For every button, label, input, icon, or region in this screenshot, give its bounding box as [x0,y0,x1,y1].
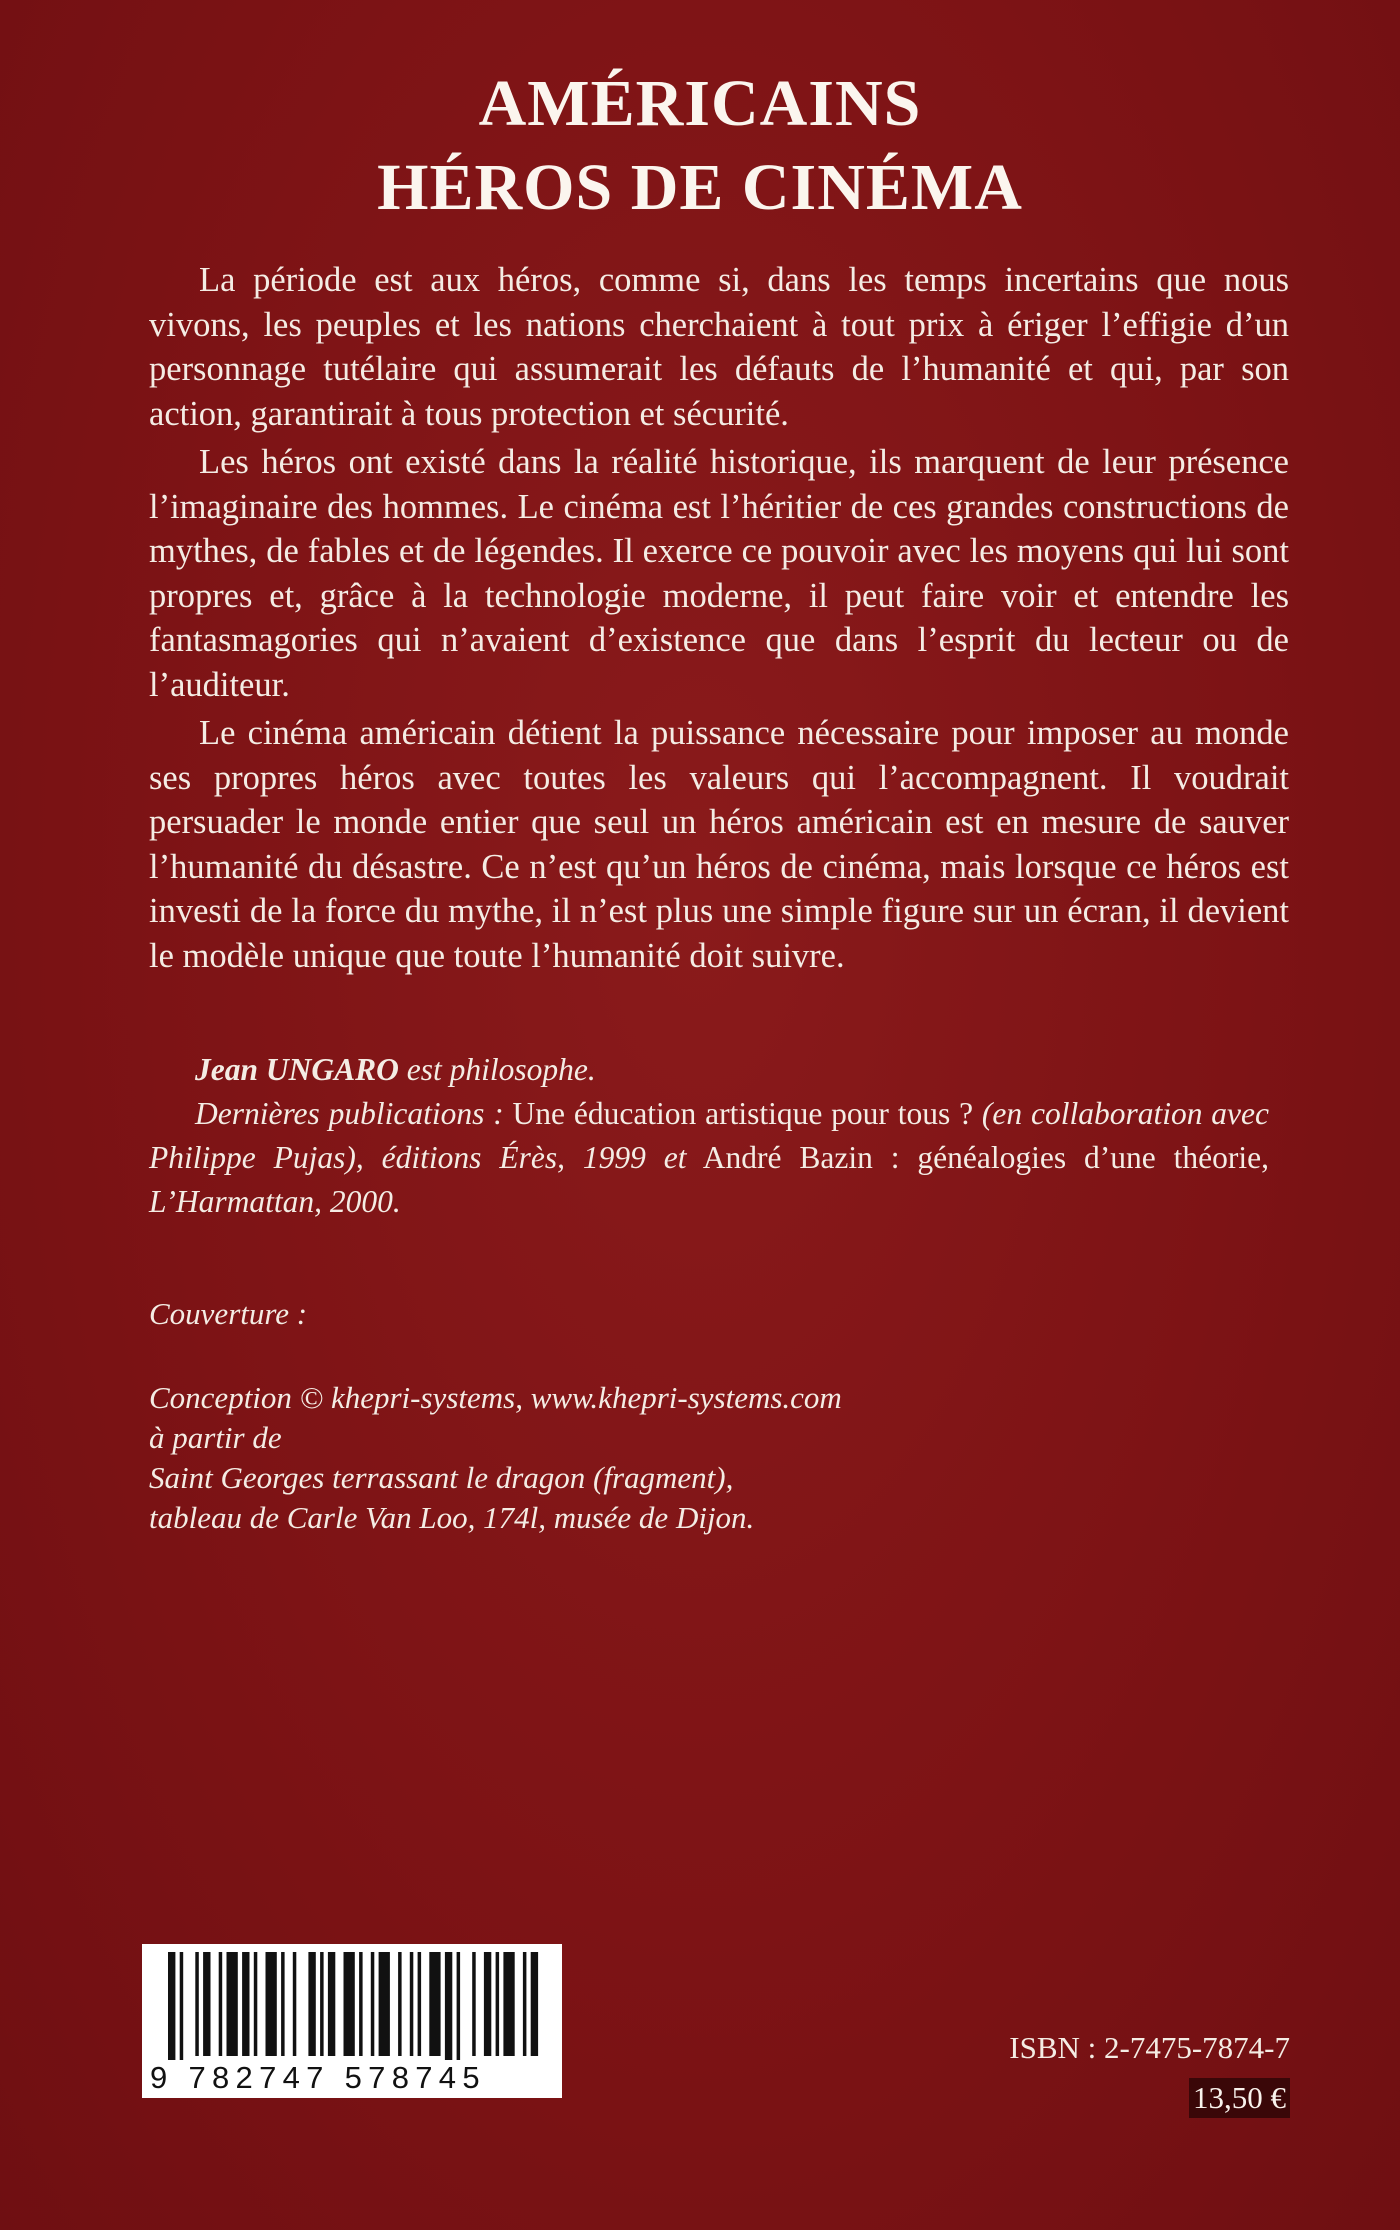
blurb-paragraph-1: La période est aux héros, comme si, dans les temps incertains que nous vivons, les peuples et les nations cherchaient à tout prix à ériger l’effigie d’un personnage tutélaire qui assumerait les défauts de l’humanité et qui, par son action, garantirait à tous protection et sécurité. [149,261,1289,433]
publication-2-title: André Bazin : généalogies d’une théorie, [702,1140,1269,1175]
barcode [142,1944,562,2098]
publications-label: Dernières publications : [195,1096,504,1131]
publication-1-note: (en collaboration avec Philippe Pujas), éditions Érès, 1999 [149,1096,1269,1175]
author-role: est philosophe. [406,1052,596,1087]
barcode-bar [344,1952,355,2056]
title-line-2: HÉROS DE CINÉMA [377,151,1023,224]
barcode-bar [503,1952,514,2056]
cover-credits [149,1378,1249,1538]
barcode-bar [410,1952,414,2056]
barcode-bars [142,1944,562,2064]
barcode-bar [242,1952,249,2056]
credit-line-3: Saint Georges terrassant le dragon (fragment), [149,1460,734,1495]
blurb-paragraph-2: Les héros ont existé dans la réalité historique, ils marquent de leur présence l’imaginaire des hommes. Le cinéma est l’héritier de ces grandes constructions de mythes, de fables et de légendes. Il exerce ce pouvoir avec les moyens qui lui sont propres et, grâce à la technologie moderne, il peut faire voir et entendre les fantasmagories qui n’avaient d’existence que dans l’esprit du lecteur ou de l’auditeur. [149,443,1289,704]
book-title [0,62,1400,230]
barcode-bar [195,1952,199,2056]
barcode-bar [523,1952,527,2056]
title-line-1: AMÉRICAINS [478,67,922,140]
author-name: Jean UNGARO [195,1052,399,1087]
barcode-bar [531,1952,538,2056]
credit-line-1: Conception © khepri-systems, www.khepri-systems.com [149,1380,842,1415]
barcode-bar [227,1952,238,2056]
barcode-bar [328,1952,335,2056]
barcode-bar [429,1952,440,2056]
barcode-bar [379,1952,390,2056]
barcode-bar [484,1952,491,2056]
barcode-bar [371,1952,375,2056]
barcode-bar [359,1952,363,2056]
barcode-bar [180,1952,184,2064]
barcode-bar [496,1952,500,2056]
publication-connector: et [663,1140,687,1175]
barcode-digits: 9 782747 578745 [142,2060,562,2096]
blurb-paragraph-3: Le cinéma américain détient la puissance nécessaire pour imposer au monde ses propres héros avec toutes les valeurs qui l’accompagnent. Il voudrait persuader le monde entier que seul un héros américain est en mesure de sauver l’humanité du désastre. Ce n’est qu’un héros de cinéma, mais lorsque ce héros est investi de la force du mythe, il n’est plus une simple figure sur un écran, il devient le modèle unique que toute l’humanité doit suivre. [149,714,1289,975]
barcode-bar [266,1952,277,2056]
barcode-bar [320,1952,324,2056]
barcode-bar [398,1952,402,2056]
cover-label: Couverture : [149,1296,308,1331]
barcode-bar [254,1952,257,2056]
publication-1-title: Une éducation artistique pour tous ? [512,1096,974,1131]
publications [149,1092,1269,1224]
credit-line-2: à partir de [149,1420,282,1455]
barcode-bar [203,1952,210,2056]
barcode-bar [281,1952,285,2056]
barcode-bar [445,1952,452,2064]
price-tag: 13,50 € [1189,2078,1290,2118]
author-bio [149,1048,1269,1224]
barcode-bar [472,1952,476,2056]
barcode-bar [457,1952,461,2064]
credit-line-4: tableau de Carle Van Loo, 174l, musée de Dijon. [149,1500,755,1535]
barcode-bar [308,1952,315,2056]
blurb [149,258,1289,982]
isbn: ISBN : 2-7475-7874-7 [1009,2030,1290,2065]
barcode-bar [293,1952,297,2056]
barcode-bar [168,1952,175,2064]
publication-2-note: L’Harmattan, 2000. [149,1184,401,1219]
barcode-bar [418,1952,422,2056]
barcode-bar [219,1952,223,2056]
